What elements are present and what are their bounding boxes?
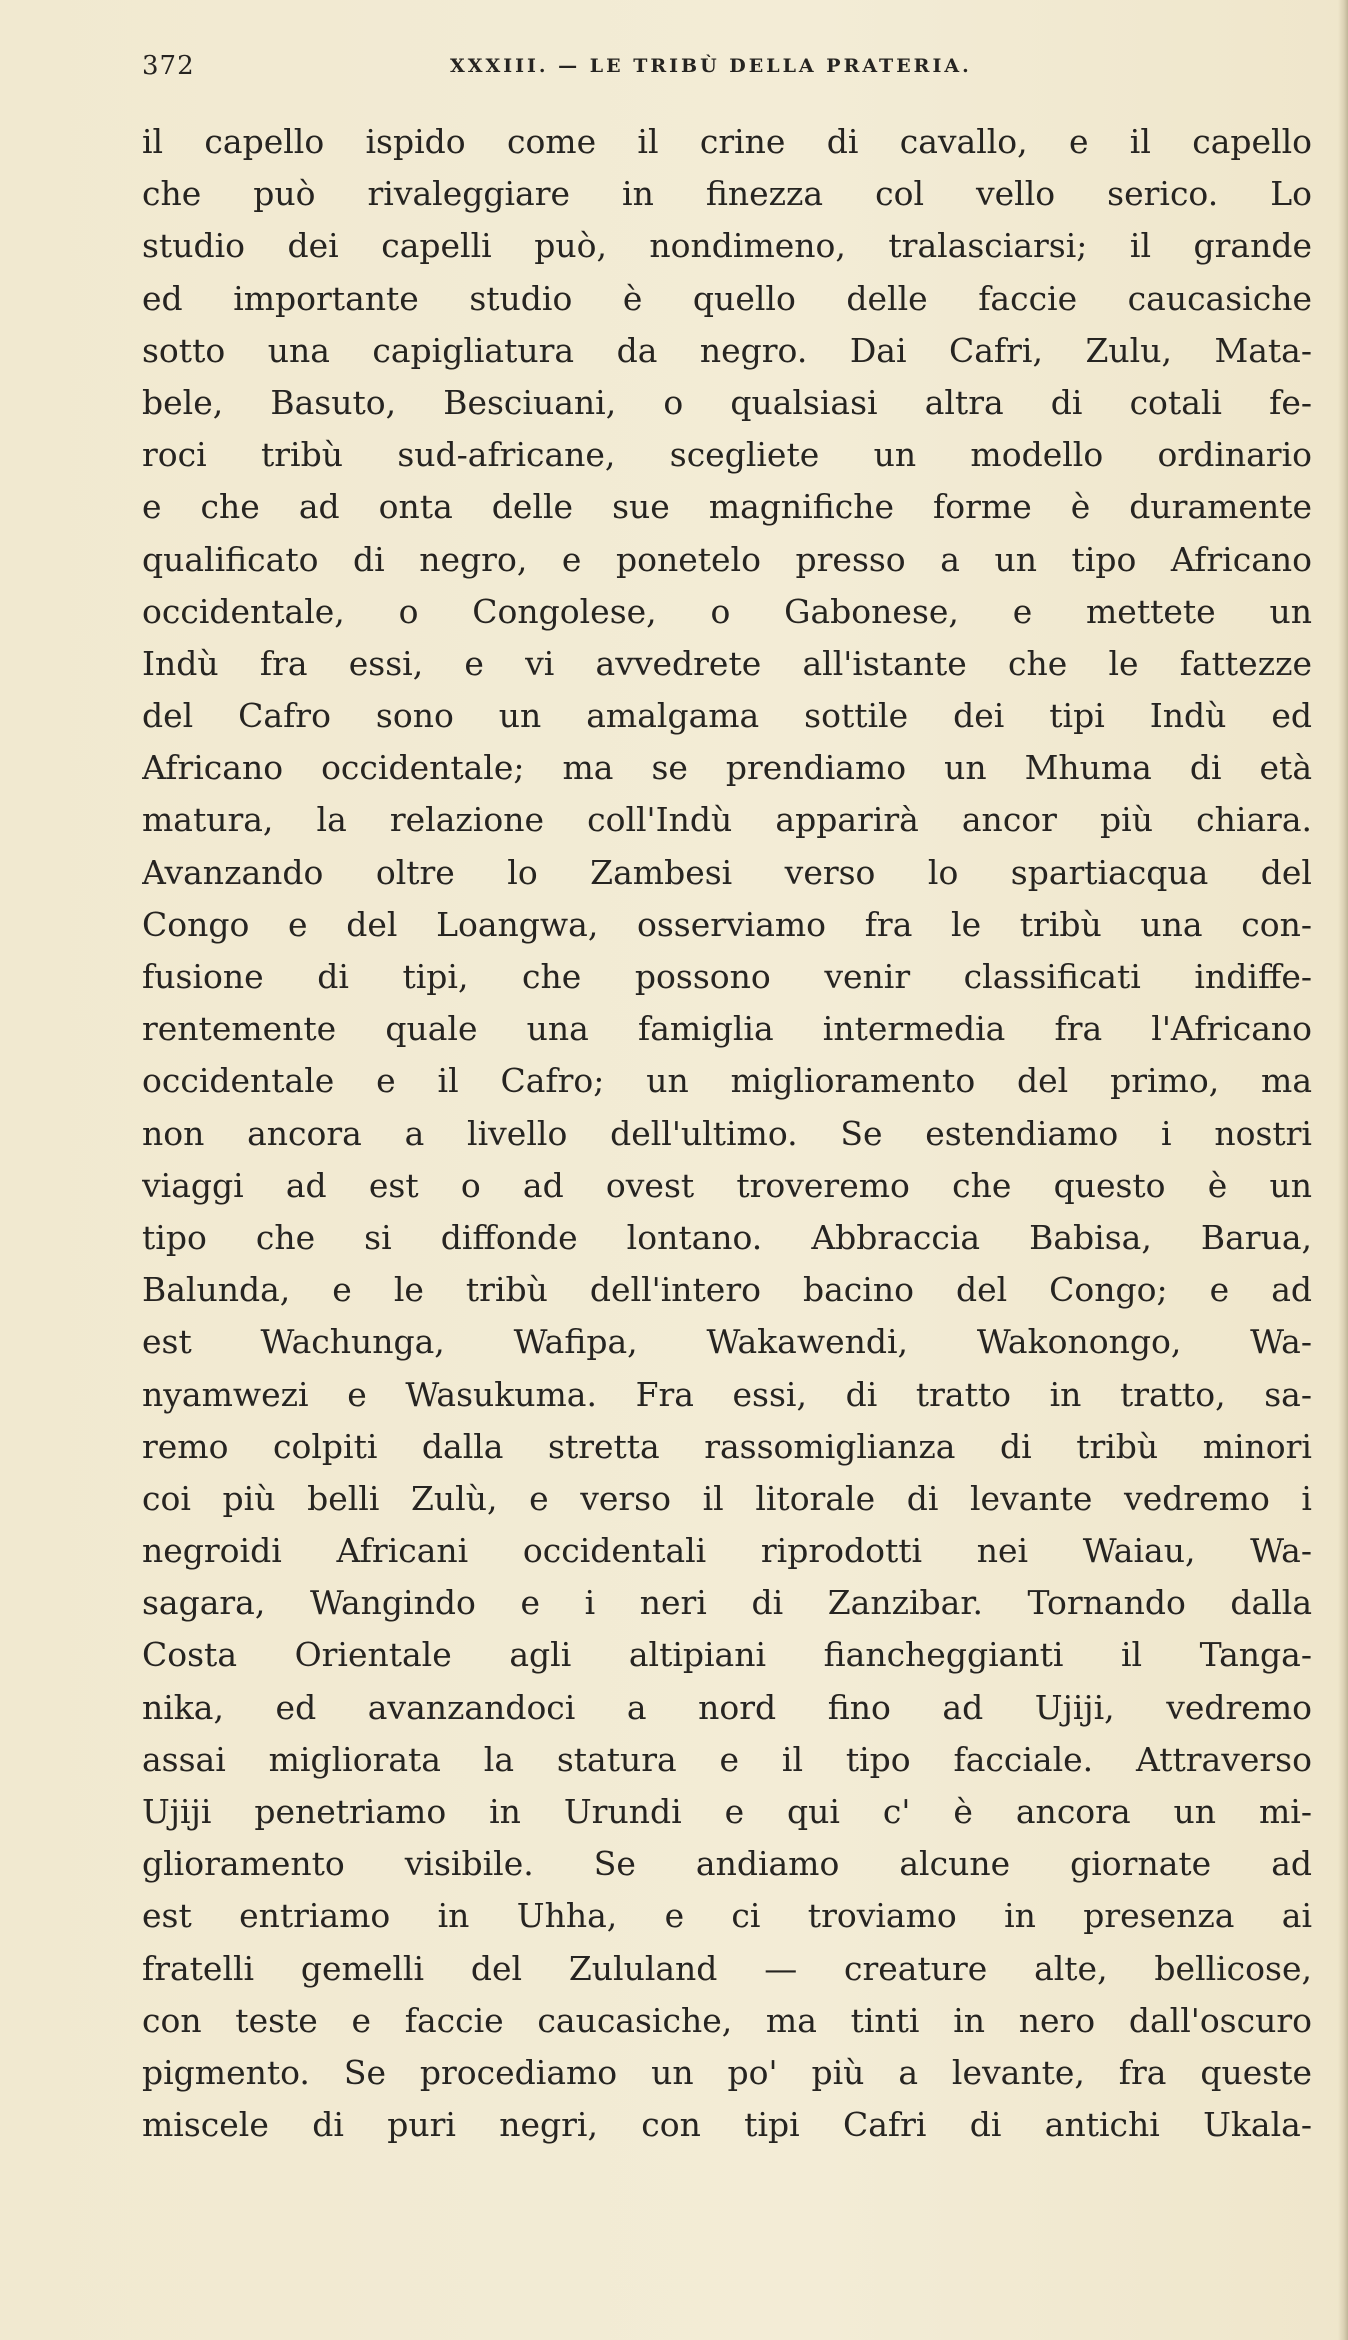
text-line: nyamwezi e Wasukuma. Fra essi, di tratto in tratto, sa-: [142, 1374, 1312, 1414]
text-line: est entriamo in Uhha, e ci troviamo in presenza ai: [142, 1896, 1312, 1936]
text-line: remo colpiti dalla stretta rassomiglianza di tribù minori: [142, 1426, 1312, 1466]
text-line: Avanzando oltre lo Zambesi verso lo spartiacqua del: [142, 852, 1312, 892]
text-line: con teste e faccie caucasiche, ma tinti in nero dall'oscuro: [142, 2000, 1312, 2040]
text-line: il capello ispido come il crine di cavallo, e il capello: [142, 122, 1312, 161]
text-line: est Wachunga, Wafipa, Wakawendi, Wakonongo, Wa-: [142, 1322, 1312, 1362]
text-line: glioramento visibile. Se andiamo alcune giornate ad: [142, 1844, 1312, 1884]
text-line: occidentale, o Congolese, o Gabonese, e mettete un: [142, 591, 1312, 631]
text-line: miscele di puri negri, con tipi Cafri di antichi Ukala-: [142, 2105, 1312, 2145]
page-header: [142, 46, 1322, 86]
text-line: tipo che si diffonde lontano. Abbraccia Babisa, Barua,: [142, 1217, 1312, 1257]
text-line: sotto una capigliatura da negro. Dai Cafri, Zulu, Mata-: [142, 330, 1312, 370]
text-line: assai migliorata la statura e il tipo facciale. Attraverso: [142, 1739, 1312, 1779]
text-line: rentemente quale una famiglia intermedia fra l'Africano: [142, 1009, 1312, 1049]
text-line: del Cafro sono un amalgama sottile dei tipi Indù ed: [142, 696, 1312, 736]
text-line: roci tribù sud-africane, scegliete un modello ordinario: [142, 435, 1312, 475]
text-line: nika, ed avanzandoci a nord fino ad Ujiji, vedremo: [142, 1687, 1312, 1727]
text-line: che può rivaleggiare in finezza col vello serico. Lo: [142, 174, 1312, 214]
text-line: non ancora a livello dell'ultimo. Se estendiamo i nostri: [142, 1113, 1312, 1153]
body-text: [142, 116, 1312, 2151]
page-number: 372: [142, 51, 195, 81]
text-line: Congo e del Loangwa, osserviamo fra le tribù una con-: [142, 904, 1312, 944]
text-line: viaggi ad est o ad ovest troveremo che questo è un: [142, 1165, 1312, 1205]
text-line: Ujiji penetriamo in Urundi e qui c' è ancora un mi-: [142, 1792, 1312, 1831]
text-line: fratelli gemelli del Zululand — creature alte, bellicose,: [142, 1948, 1312, 1988]
text-line: studio dei capelli può, nondimeno, tralasciarsi; il grande: [142, 226, 1312, 266]
text-line: matura, la relazione coll'Indù apparirà ancor più chiara.: [142, 800, 1312, 840]
text-line: e che ad onta delle sue magnifiche forme è duramente: [142, 487, 1312, 527]
text-line: occidentale e il Cafro; un miglioramento del primo, ma: [142, 1061, 1312, 1101]
text-line: Costa Orientale agli altipiani fiancheggianti il Tanga-: [142, 1635, 1312, 1675]
text-line: fusione di tipi, che possono venir classificati indiffe-: [142, 957, 1312, 996]
text-line: coi più belli Zulù, e verso il litorale di levante vedremo i: [142, 1478, 1312, 1518]
text-line: qualificato di negro, e ponetelo presso a un tipo Africano: [142, 539, 1312, 579]
page-edge-shadow: [1338, 0, 1348, 2340]
text-line: bele, Basuto, Besciuani, o qualsiasi altra di cotali fe-: [142, 382, 1312, 422]
text-line: Indù fra essi, e vi avvedrete all'istante che le fattezze: [142, 643, 1312, 683]
text-line: pigmento. Se procediamo un po' più a levante, fra queste: [142, 2052, 1312, 2092]
text-line: Africano occidentale; ma se prendiamo un Mhuma di età: [142, 748, 1312, 788]
running-head: XXXIII. — LE TRIBÙ DELLA PRATERIA.: [450, 55, 972, 77]
text-line: negroidi Africani occidentali riprodotti nei Waiau, Wa-: [142, 1531, 1312, 1571]
text-line: ed importante studio è quello delle faccie caucasiche: [142, 278, 1312, 318]
text-line: sagara, Wangindo e i neri di Zanzibar. Tornando dalla: [142, 1583, 1312, 1623]
text-line: Balunda, e le tribù dell'intero bacino del Congo; e ad: [142, 1270, 1312, 1310]
